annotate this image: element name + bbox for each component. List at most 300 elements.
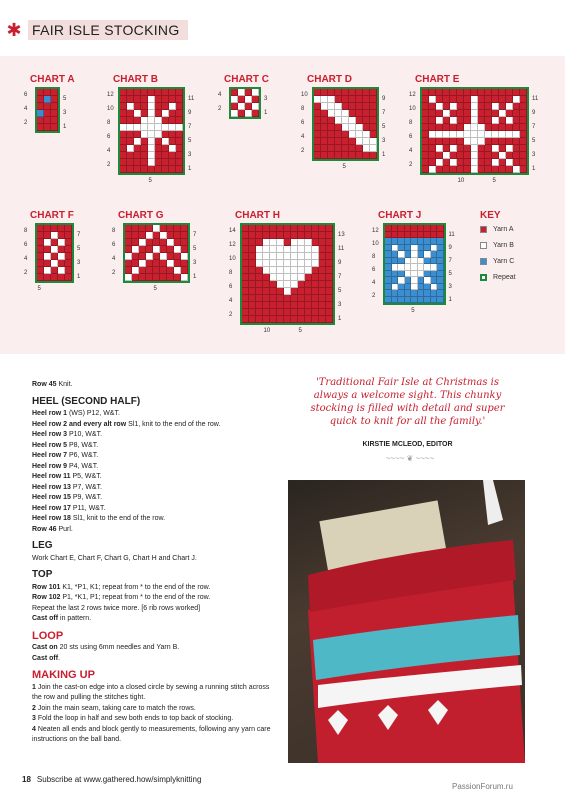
chart-cell	[127, 124, 134, 131]
chart-grid	[384, 224, 445, 304]
chart-cell	[492, 138, 499, 145]
row-number-right: 11	[338, 246, 345, 252]
key-label: Yarn A	[493, 226, 514, 233]
chart-cell	[506, 96, 513, 103]
chart-cell	[176, 131, 183, 138]
row-number-right: 3	[77, 260, 81, 266]
chart-cell	[176, 103, 183, 110]
stitch-number-bottom: 10	[263, 328, 271, 334]
row-number-right: 7	[338, 274, 342, 280]
chart-cell	[181, 267, 188, 274]
chart-grid	[313, 88, 378, 160]
chart-cell	[162, 96, 169, 103]
row-number-right: 5	[77, 246, 81, 252]
row-number-left: 2	[112, 270, 116, 276]
instruction-text: Purl.	[56, 525, 73, 533]
chart-cell	[422, 131, 429, 138]
row-number-right: 5	[63, 96, 67, 102]
instruction-row	[32, 583, 272, 594]
chart-cell	[148, 89, 155, 96]
charts-panel	[0, 56, 565, 354]
chart-cell	[450, 117, 457, 124]
key-label: Repeat	[493, 274, 516, 281]
chart-cell	[132, 267, 139, 274]
chart-cell	[120, 124, 127, 131]
row-number-right: 7	[188, 124, 192, 130]
chart-cell	[499, 124, 506, 131]
chart-cell	[298, 260, 305, 267]
chart-cell	[298, 295, 305, 302]
chart-cell	[363, 89, 370, 96]
chart-cell	[162, 110, 169, 117]
chart-cell	[270, 239, 277, 246]
row-number-left: 2	[229, 312, 233, 318]
chart-cell	[305, 225, 312, 232]
chart-cell	[328, 96, 335, 103]
chart-cell	[321, 124, 328, 131]
chart-cell	[291, 281, 298, 288]
chart-grid	[36, 224, 73, 282]
chart-cell	[51, 260, 58, 267]
chart-cell	[139, 274, 146, 281]
chart-cell	[169, 124, 176, 131]
chart-cell	[120, 159, 127, 166]
chart-cell	[349, 131, 356, 138]
chart-cell	[125, 267, 132, 274]
row-number-right: 1	[77, 274, 81, 280]
chart-cell	[141, 103, 148, 110]
chart-cell	[160, 246, 167, 253]
chart-cell	[342, 138, 349, 145]
chart-cell	[51, 96, 58, 103]
chart-cell	[326, 281, 333, 288]
chart-cell	[436, 138, 443, 145]
row-number-right: 11	[532, 96, 539, 102]
chart-cell	[312, 225, 319, 232]
chart-cell	[44, 246, 51, 253]
chart-cell	[284, 302, 291, 309]
chart-cell	[153, 225, 160, 232]
chart-cell	[363, 103, 370, 110]
chart-cell	[443, 89, 450, 96]
chart-cell	[174, 225, 181, 232]
chart-cell	[256, 246, 263, 253]
chart-cell	[242, 281, 249, 288]
chart-cell	[141, 96, 148, 103]
row-number-right: 13	[338, 232, 345, 238]
chart-cell	[335, 138, 342, 145]
chart-cell	[249, 232, 256, 239]
instruction-label: 4	[32, 725, 36, 733]
chart-cell	[51, 239, 58, 246]
stitch-number-bottom: 5	[492, 178, 496, 184]
chart-cell	[356, 124, 363, 131]
instruction-label: Cast on	[32, 644, 58, 651]
chart-cell	[249, 239, 256, 246]
chart-cell	[37, 274, 44, 281]
chart-cell	[284, 295, 291, 302]
chart-cell	[134, 117, 141, 124]
chart-cell	[513, 117, 520, 124]
chart-cell	[256, 302, 263, 309]
instruction-text: Sl1, knit to the end of the row.	[126, 420, 221, 428]
chart-cell	[44, 239, 51, 246]
chart-cell	[120, 89, 127, 96]
chart-cell	[256, 253, 263, 260]
chart-cell	[464, 145, 471, 152]
chart-cell	[176, 110, 183, 117]
chart-cell	[181, 239, 188, 246]
chart-cell	[249, 295, 256, 302]
instruction-label: Heel row 18	[32, 515, 71, 522]
chart-cell	[58, 267, 65, 274]
chart-cell	[277, 260, 284, 267]
row-number-left: 4	[107, 148, 111, 154]
instruction-row	[32, 514, 272, 525]
pattern-instructions	[32, 380, 272, 746]
chart-cell	[492, 166, 499, 173]
chart-cell	[485, 159, 492, 166]
chart-cell	[298, 316, 305, 323]
chart-cell	[326, 288, 333, 295]
chart-cell	[160, 232, 167, 239]
chart-cell	[471, 96, 478, 103]
chart-cell	[181, 260, 188, 267]
row-number-right: 3	[338, 302, 342, 308]
chart-cell	[478, 89, 485, 96]
chart-cell	[277, 267, 284, 274]
stitch-number-bottom: 5	[153, 286, 157, 292]
chart-cell	[363, 124, 370, 131]
chart-cell	[443, 96, 450, 103]
chart-cell	[148, 124, 155, 131]
chart-cell	[291, 260, 298, 267]
chart-cell	[176, 159, 183, 166]
chart-cell	[349, 96, 356, 103]
chart-cell	[242, 246, 249, 253]
chart-cell	[153, 246, 160, 253]
chart-cell	[160, 267, 167, 274]
chart-cell	[356, 131, 363, 138]
row-number-left: 4	[409, 148, 413, 154]
chart-cell	[335, 145, 342, 152]
instruction-label: Row 102	[32, 594, 61, 601]
stitch-number-bottom: 5	[298, 328, 302, 334]
row-number-left: 6	[229, 284, 233, 290]
chart-grid	[241, 224, 334, 324]
chart-cell	[485, 152, 492, 159]
chart-cell	[176, 145, 183, 152]
chart-cell	[520, 96, 527, 103]
chart-cell	[443, 110, 450, 117]
chart-cell	[270, 288, 277, 295]
chart-cell	[492, 131, 499, 138]
chart-cell	[44, 96, 51, 103]
chart-cell	[305, 232, 312, 239]
chart-cell	[429, 152, 436, 159]
chart-cell	[44, 232, 51, 239]
chart-cell	[291, 253, 298, 260]
chart-cell	[167, 260, 174, 267]
chart-cell	[120, 138, 127, 145]
chart-cell	[162, 89, 169, 96]
chart-cell	[139, 225, 146, 232]
chart-cell	[506, 124, 513, 131]
row-number-right: 1	[382, 152, 386, 158]
chart-cell	[169, 152, 176, 159]
chart-cell	[263, 309, 270, 316]
instruction-label: 1	[32, 683, 36, 691]
instruction-row	[32, 614, 272, 625]
chart-cell	[231, 103, 238, 110]
instruction-label: 2	[32, 704, 36, 712]
chart-cell	[291, 225, 298, 232]
chart-cell	[37, 267, 44, 274]
chart-cell	[342, 131, 349, 138]
row-number-right: 7	[77, 232, 81, 238]
instruction-label: Cast off	[32, 654, 59, 662]
chart-cell	[58, 225, 65, 232]
chart-cell	[335, 117, 342, 124]
chart-cell	[51, 232, 58, 239]
chart-cell	[492, 145, 499, 152]
row-number-right: 5	[188, 138, 192, 144]
chart-cell	[305, 239, 312, 246]
chart-cell	[58, 239, 65, 246]
chart-cell	[464, 89, 471, 96]
chart-cell	[314, 131, 321, 138]
chart-cell	[298, 288, 305, 295]
chart-cell	[65, 274, 72, 281]
chart-cell	[342, 110, 349, 117]
chart-cell	[120, 145, 127, 152]
row-number-right: 1	[448, 296, 452, 303]
instruction-text: P4, W&T.	[67, 462, 99, 470]
chart-cell	[155, 131, 162, 138]
chart-cell	[277, 309, 284, 316]
chart-cell	[176, 89, 183, 96]
chart-cell	[471, 103, 478, 110]
chart-cell	[160, 239, 167, 246]
chart-cell	[181, 274, 188, 281]
row-number-right: 3	[188, 152, 192, 158]
chart-cell	[169, 103, 176, 110]
instruction-row	[32, 451, 272, 462]
chart-cell	[321, 131, 328, 138]
chart-cell	[256, 239, 263, 246]
chart-cell	[263, 253, 270, 260]
page-header	[0, 20, 188, 40]
chart-cell	[155, 159, 162, 166]
chart-cell	[492, 124, 499, 131]
row-number-left: 8	[372, 253, 376, 260]
chart-cell	[176, 152, 183, 159]
row-number-left: 6	[372, 266, 376, 273]
chart-cell	[429, 103, 436, 110]
chart-cell	[44, 267, 51, 274]
chart-cell	[134, 152, 141, 159]
chart-cell	[153, 239, 160, 246]
chart-cell	[429, 110, 436, 117]
chart-cell	[305, 302, 312, 309]
chart-cell	[249, 288, 256, 295]
row-number-right: 7	[193, 232, 197, 238]
chart-cell	[284, 288, 291, 295]
stitch-number-bottom: 5	[37, 286, 41, 292]
row-number-right: 5	[532, 138, 536, 144]
chart-cell	[478, 103, 485, 110]
chart-cell	[471, 110, 478, 117]
chart-cell	[148, 110, 155, 117]
chart-cell	[65, 246, 72, 253]
instruction-row	[32, 462, 272, 473]
subscribe-text: Subscribe at www.gathered.how/simplyknitting	[36, 775, 202, 784]
chart-cell	[443, 145, 450, 152]
chart-cell	[51, 89, 58, 96]
instruction-text: (WS) P12, W&T.	[67, 410, 120, 417]
chart-cell	[245, 103, 252, 110]
chart-cell	[513, 124, 520, 131]
chart-cell	[141, 159, 148, 166]
chart-cell	[370, 124, 377, 131]
chart-cell	[162, 138, 169, 145]
stitch-number-bottom: 5	[411, 308, 415, 314]
chart-cell	[513, 131, 520, 138]
chart-cell	[312, 295, 319, 302]
chart-cell	[141, 89, 148, 96]
chart-cell	[238, 96, 245, 103]
row-number-right: 9	[532, 110, 536, 116]
row-number-right: 5	[338, 288, 342, 294]
chart-grid	[230, 88, 260, 118]
chart-cell	[148, 103, 155, 110]
chart-cell	[492, 152, 499, 159]
chart-cell	[457, 103, 464, 110]
chart-cell	[139, 239, 146, 246]
instruction-label: Heel row 13	[32, 483, 71, 491]
chart-cell	[148, 138, 155, 145]
chart-cell	[443, 103, 450, 110]
chart-cell	[132, 225, 139, 232]
chart-cell	[437, 297, 444, 304]
chart-cell	[249, 253, 256, 260]
chart-cell	[169, 96, 176, 103]
heel-heading: HEEL (SECOND HALF)	[32, 395, 141, 407]
chart-cell	[363, 145, 370, 152]
chart-cell	[167, 267, 174, 274]
chart-cell	[422, 159, 429, 166]
chart-cell	[169, 117, 176, 124]
chart-cell	[328, 124, 335, 131]
instruction-label: Heel row 3	[32, 431, 68, 438]
chart-cell	[314, 89, 321, 96]
chart-cell	[370, 110, 377, 117]
chart-cell	[252, 96, 259, 103]
chart-cell	[356, 110, 363, 117]
chart-cell	[314, 110, 321, 117]
chart-cell	[422, 138, 429, 145]
chart-cell	[457, 131, 464, 138]
row-number-left: 8	[107, 120, 111, 126]
row-number-left: 2	[372, 292, 376, 299]
chart-cell	[312, 281, 319, 288]
instruction-row	[32, 704, 272, 715]
chart-cell	[457, 138, 464, 145]
instruction-label: Heel row 5	[32, 441, 68, 449]
chart-cell	[37, 110, 44, 117]
chart-cell	[249, 274, 256, 281]
chart-cell	[125, 274, 132, 281]
chart-cell	[134, 145, 141, 152]
chart-cell	[298, 309, 305, 316]
row-number-right: 5	[382, 124, 386, 130]
chart-cell	[312, 302, 319, 309]
row-number-left: 6	[409, 134, 413, 140]
chart-cell	[162, 117, 169, 124]
chart-cell	[125, 246, 132, 253]
chart-cell	[321, 96, 328, 103]
chart-cell	[450, 145, 457, 152]
chart-cell	[457, 96, 464, 103]
chart-cell	[319, 267, 326, 274]
chart-cell	[284, 246, 291, 253]
chart-cell	[132, 246, 139, 253]
chart-cell	[176, 96, 183, 103]
chart-cell	[249, 225, 256, 232]
chart-cell	[363, 138, 370, 145]
chart-cell	[153, 253, 160, 260]
chart-cell	[321, 89, 328, 96]
chart-cell	[125, 253, 132, 260]
chart-cell	[326, 253, 333, 260]
chart-cell	[443, 152, 450, 159]
chart-cell	[349, 117, 356, 124]
page-footer	[22, 775, 201, 784]
chart-cell	[176, 166, 183, 173]
top-heading: TOP	[32, 569, 53, 580]
chart-cell	[249, 267, 256, 274]
chart-cell	[506, 117, 513, 124]
chart-cell	[321, 117, 328, 124]
chart-cell	[284, 316, 291, 323]
chart-cell	[436, 117, 443, 124]
chart-cell	[134, 103, 141, 110]
chart-cell	[485, 166, 492, 173]
row-number-right: 9	[382, 96, 386, 102]
chart-cell	[513, 145, 520, 152]
chart-cell	[478, 166, 485, 173]
chart-cell	[436, 103, 443, 110]
chart-cell	[231, 110, 238, 117]
chart-cell	[256, 288, 263, 295]
chart-cell	[242, 253, 249, 260]
chart-cell	[506, 166, 513, 173]
chart-cell	[342, 117, 349, 124]
chart-cell	[160, 274, 167, 281]
chart-cell	[277, 253, 284, 260]
chart-cell	[127, 117, 134, 124]
chart-cell	[146, 239, 153, 246]
chart-cell	[174, 239, 181, 246]
instruction-label: Heel row 11	[32, 473, 71, 480]
chart-cell	[51, 225, 58, 232]
chart-cell	[245, 110, 252, 117]
chart-cell	[485, 96, 492, 103]
chart-cell	[174, 232, 181, 239]
chart-cell	[162, 145, 169, 152]
row-number-left: 4	[218, 92, 222, 98]
chart-cell	[370, 138, 377, 145]
